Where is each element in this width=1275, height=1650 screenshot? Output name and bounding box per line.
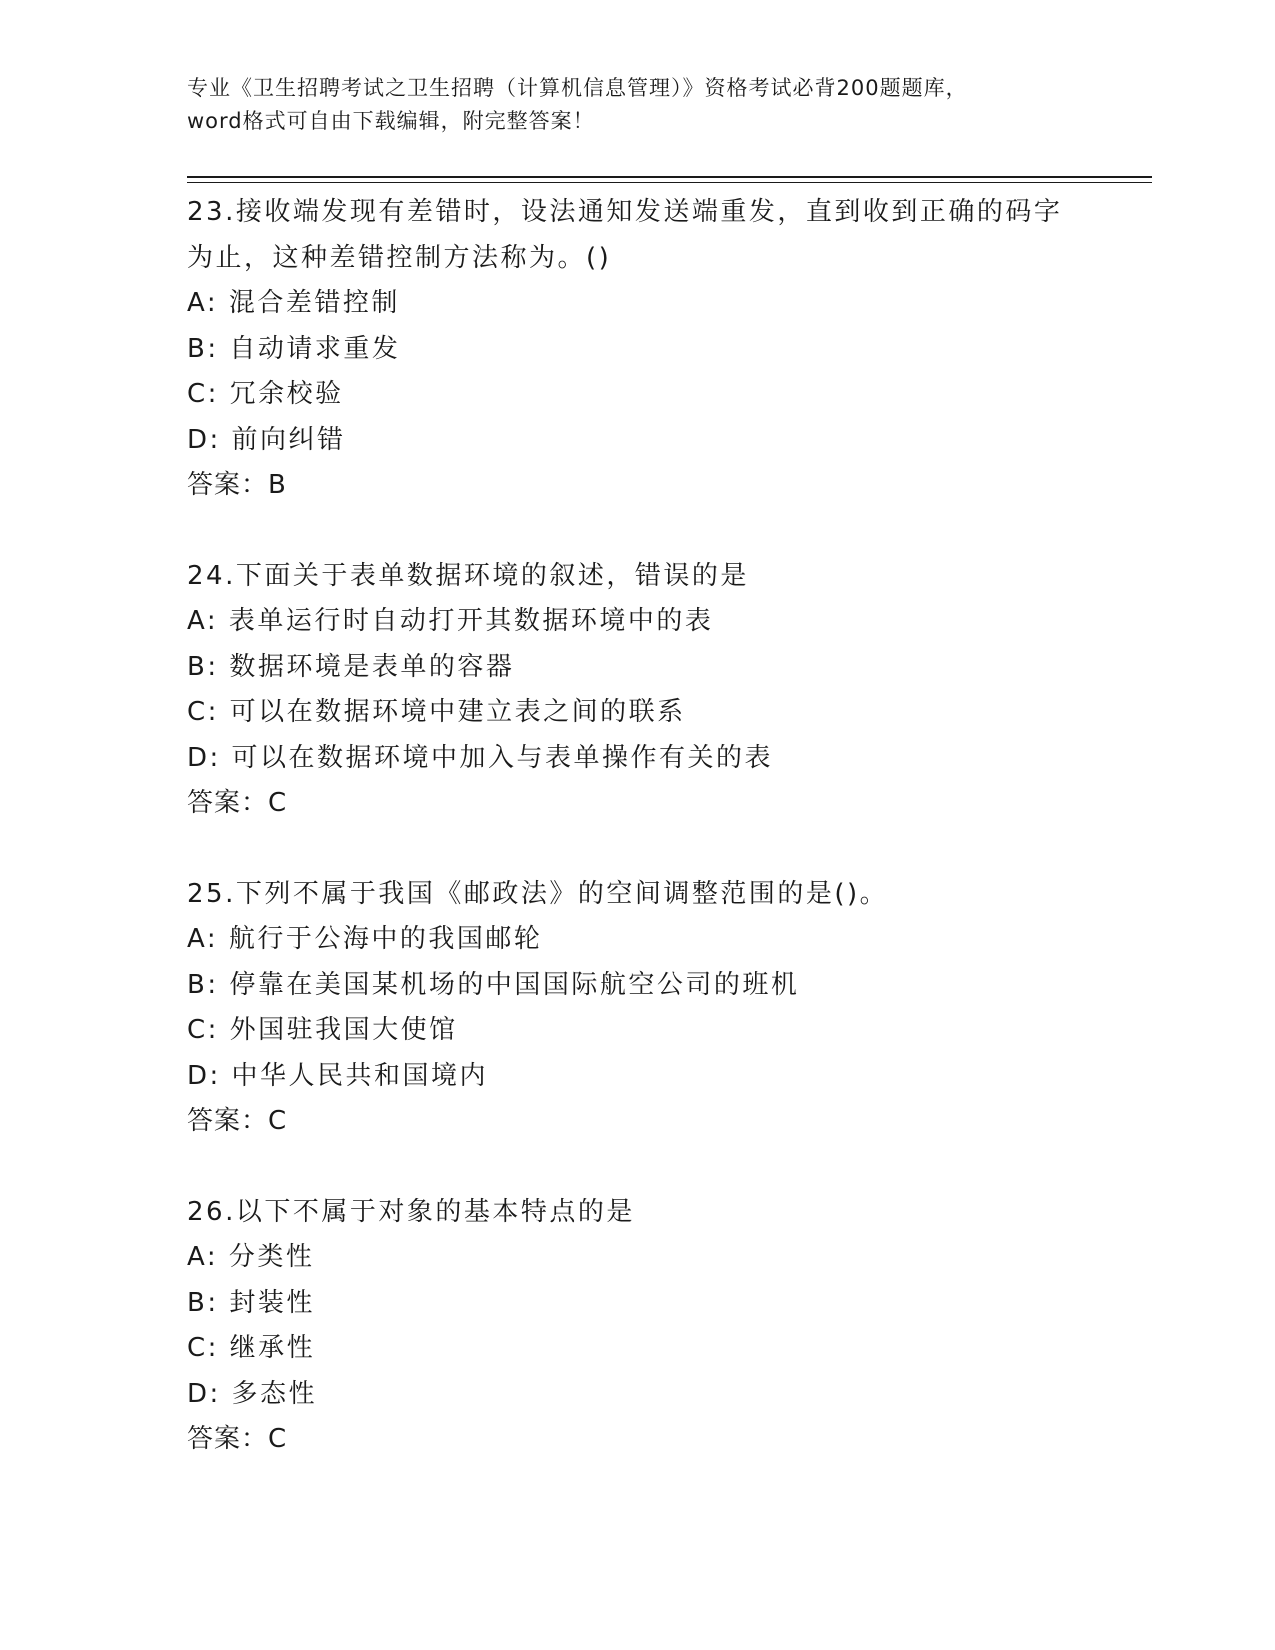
header-line-1: 专业《卫生招聘考试之卫生招聘（计算机信息管理）》资格考试必背200题题库， <box>187 76 968 100</box>
option-b: B: 封装性 <box>187 1287 315 1318</box>
option-a: A: 混合差错控制 <box>187 288 400 318</box>
question-stem-line: 23.接收端发现有差错时，设法通知发送端重发，直到收到正确的码字 <box>187 197 1063 227</box>
option-c: C: 可以在数据环境中建立表之间的联系 <box>187 697 686 727</box>
question-spacer <box>187 1145 1187 1190</box>
option-d: D: 可以在数据环境中加入与表单操作有关的表 <box>187 742 774 773</box>
option-a: A: 分类性 <box>187 1242 315 1272</box>
answer-label: 答案：B <box>187 470 287 500</box>
question-24 <box>187 554 1187 827</box>
answer-label: 答案：C <box>187 1106 288 1136</box>
document-header <box>187 72 1087 138</box>
header-divider-thick <box>187 176 1152 178</box>
question-list <box>187 190 1187 1463</box>
option-b: B: 停靠在美国某机场的中国国际航空公司的班机 <box>187 969 800 1000</box>
option-c: C: 冗余校验 <box>187 379 344 409</box>
question-stem-line: 25.下列不属于我国《邮政法》的空间调整范围的是()。 <box>187 878 889 909</box>
option-d: D: 中华人民共和国境内 <box>187 1060 489 1091</box>
option-c: C: 继承性 <box>187 1333 316 1363</box>
question-spacer <box>187 827 1187 872</box>
question-stem-line: 24.下面关于表单数据环境的叙述，错误的是 <box>187 560 749 591</box>
option-a: A: 表单运行时自动打开其数据环境中的表 <box>187 606 714 636</box>
question-23 <box>187 190 1187 509</box>
option-a: A: 航行于公海中的我国邮轮 <box>187 924 543 954</box>
question-26 <box>187 1190 1187 1463</box>
option-c: C: 外国驻我国大使馆 <box>187 1015 458 1045</box>
option-d: D: 前向纠错 <box>187 424 346 455</box>
question-25 <box>187 872 1187 1145</box>
header-divider-thin <box>187 182 1152 183</box>
question-spacer <box>187 509 1187 554</box>
answer-label: 答案：C <box>187 788 288 818</box>
option-d: D: 多态性 <box>187 1378 318 1409</box>
option-b: B: 数据环境是表单的容器 <box>187 651 515 682</box>
option-b: B: 自动请求重发 <box>187 333 401 364</box>
header-line-2: word格式可自由下载编辑，附完整答案！ <box>187 109 595 133</box>
answer-label: 答案：C <box>187 1424 288 1454</box>
question-stem-line: 为止，这种差错控制方法称为。() <box>187 242 612 273</box>
question-stem-line: 26.以下不属于对象的基本特点的是 <box>187 1196 635 1227</box>
